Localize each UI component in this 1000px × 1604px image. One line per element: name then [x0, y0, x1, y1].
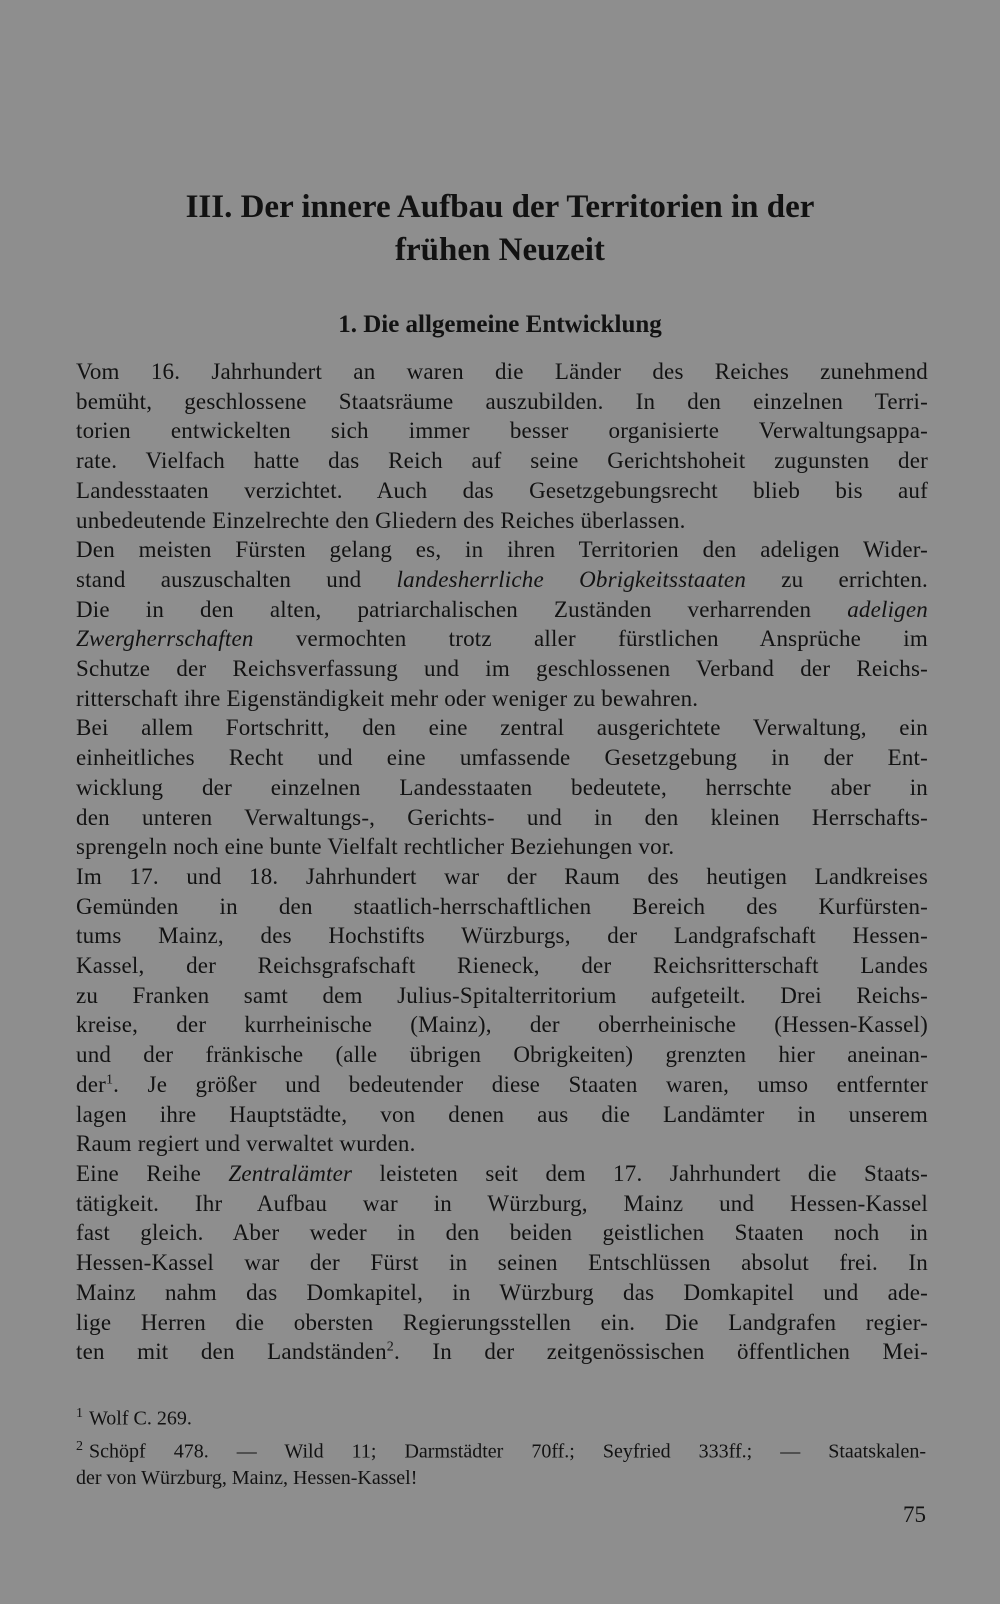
emphasized-term: Zwergherrschaften [76, 626, 254, 652]
emphasized-term: Zentralämter [228, 1160, 353, 1186]
text-line: Raum regiert und verwaltet wurden. [76, 1131, 416, 1157]
text-line: wicklung der einzelnen Landesstaaten bedeutete, herrschte aber in [76, 774, 928, 800]
footnote [76, 1433, 926, 1493]
text-line: Landesstaaten verzichtet. Auch das Gesetzgebungsrecht blieb bis auf [76, 477, 928, 503]
text-line: der$^1$. Je größer und bedeutender diese Staaten waren, umso entfernter [76, 1071, 928, 1097]
text-line: Zwergherrschaften vermochten trotz aller fürstlichen Ansprüche im [76, 626, 928, 652]
text-line: ten mit den Landständen$^2$. In der zeitgenössischen öffentlichen Mei- [76, 1339, 929, 1365]
chapter-title-line-1: III. Der innere Aufbau der Territorien in der [185, 189, 815, 225]
text-line: Den meisten Fürsten gelang es, in ihren Territorien den adeligen Wider- [76, 537, 928, 563]
text-line: stand auszuschalten und landesherrliche Obrigkeitsstaaten zu errichten. [76, 566, 928, 592]
footnote-number: 2 [76, 1438, 83, 1454]
text-line: Hessen-Kassel war der Fürst in seinen Entschlüssen absolut frei. In [76, 1250, 928, 1276]
page-number: 75 [903, 1502, 926, 1527]
text-line: Gemünden in den staatlich-herrschaftlichen Bereich des Kurfürsten- [76, 893, 928, 919]
body-text [76, 357, 928, 1367]
text-line: ritterschaft ihre Eigenständigkeit mehr oder weniger zu bewahren. [76, 685, 699, 711]
text-line: Kassel, der Reichsgrafschaft Rieneck, der Reichsritterschaft Landes [76, 953, 928, 979]
text-line: tums Mainz, des Hochstifts Würzburgs, der Landgrafschaft Hessen- [76, 923, 928, 949]
text-line: Im 17. und 18. Jahrhundert war der Raum des heutigen Landkreises [76, 863, 928, 889]
footnote-line: $^2$ Schöpf 478. — Wild 11; Darmstädter 70ff.; Seyfried 333ff.; — Staatskalen- [76, 1438, 926, 1463]
paragraph [76, 1159, 928, 1367]
footnote-line: der von Würzburg, Mainz, Hessen-Kassel! [76, 1467, 418, 1490]
text-line: Mainz nahm das Domkapitel, in Würzburg das Domkapitel und ade- [76, 1279, 928, 1305]
paragraph [76, 535, 928, 713]
chapter-title-line-2: frühen Neuzeit [395, 232, 605, 268]
footnote-number: 1 [76, 1406, 83, 1421]
paragraph [76, 862, 928, 1159]
text-line: unbedeutende Einzelrechte den Gliedern des Reiches überlassen. [76, 507, 686, 533]
text-line: einheitliches Recht und eine umfassende Gesetzgebung in der Ent- [76, 745, 928, 771]
text-line: rate. Vielfach hatte das Reich auf seine Gerichtshoheit zugunsten der [76, 448, 928, 474]
text-line: Die in den alten, patriarchalischen Zuständen verharrenden adeligen [76, 596, 928, 622]
footnotes [76, 1400, 926, 1492]
emphasized-term: landesherrliche Obrigkeitsstaaten [396, 566, 747, 592]
chapter-title [0, 186, 1000, 272]
text-line: Eine Reihe Zentralämter leisteten seit dem 17. Jahrhundert die Staats- [76, 1160, 928, 1186]
emphasized-term: adeligen [847, 596, 928, 622]
text-line: den unteren Verwaltungs-, Gerichts- und in den kleinen Herrschafts- [76, 804, 928, 830]
paragraph [76, 357, 928, 535]
text-line: lagen ihre Hauptstädte, von denen aus die Landämter in unserem [76, 1101, 928, 1127]
paragraph [76, 713, 928, 862]
text-line: sprengeln noch eine bunte Vielfalt rechtlicher Beziehungen vor. [76, 834, 675, 860]
footnote-reference: 1 [105, 1072, 114, 1088]
text-line: fast gleich. Aber weder in den beiden geistlichen Staaten noch in [76, 1220, 928, 1246]
text-line: bemüht, geschlossene Staatsräume auszubilden. In den einzelnen Terri- [76, 388, 928, 414]
text-line: Vom 16. Jahrhundert an waren die Länder des Reiches zunehmend [76, 359, 928, 384]
text-line: zu Franken samt dem Julius-Spitalterritorium aufgeteilt. Drei Reichs- [76, 982, 928, 1008]
section-heading: 1. Die allgemeine Entwicklung [338, 311, 662, 338]
text-line: lige Herren die obersten Regierungsstellen ein. Die Landgrafen regier- [76, 1309, 928, 1335]
text-line: tätigkeit. Ihr Aufbau war in Würzburg, Mainz und Hessen-Kassel [76, 1190, 928, 1216]
text-line: torien entwickelten sich immer besser organisierte Verwaltungsappa- [76, 418, 928, 444]
text-line: kreise, der kurrheinische (Mainz), der oberrheinische (Hessen-Kassel) [76, 1012, 928, 1038]
footnote-line: $^1$ Wolf C. 269. [76, 1406, 192, 1430]
footnote-reference: 2 [386, 1339, 394, 1355]
footnote [76, 1400, 926, 1433]
text-line: Schutze der Reichsverfassung und im geschlossenen Verband der Reichs- [76, 656, 928, 682]
text-line: und der fränkische (alle übrigen Obrigkeiten) grenzten hier aneinan- [76, 1042, 928, 1068]
text-line: Bei allem Fortschritt, den eine zentral ausgerichtete Verwaltung, ein [76, 715, 928, 741]
